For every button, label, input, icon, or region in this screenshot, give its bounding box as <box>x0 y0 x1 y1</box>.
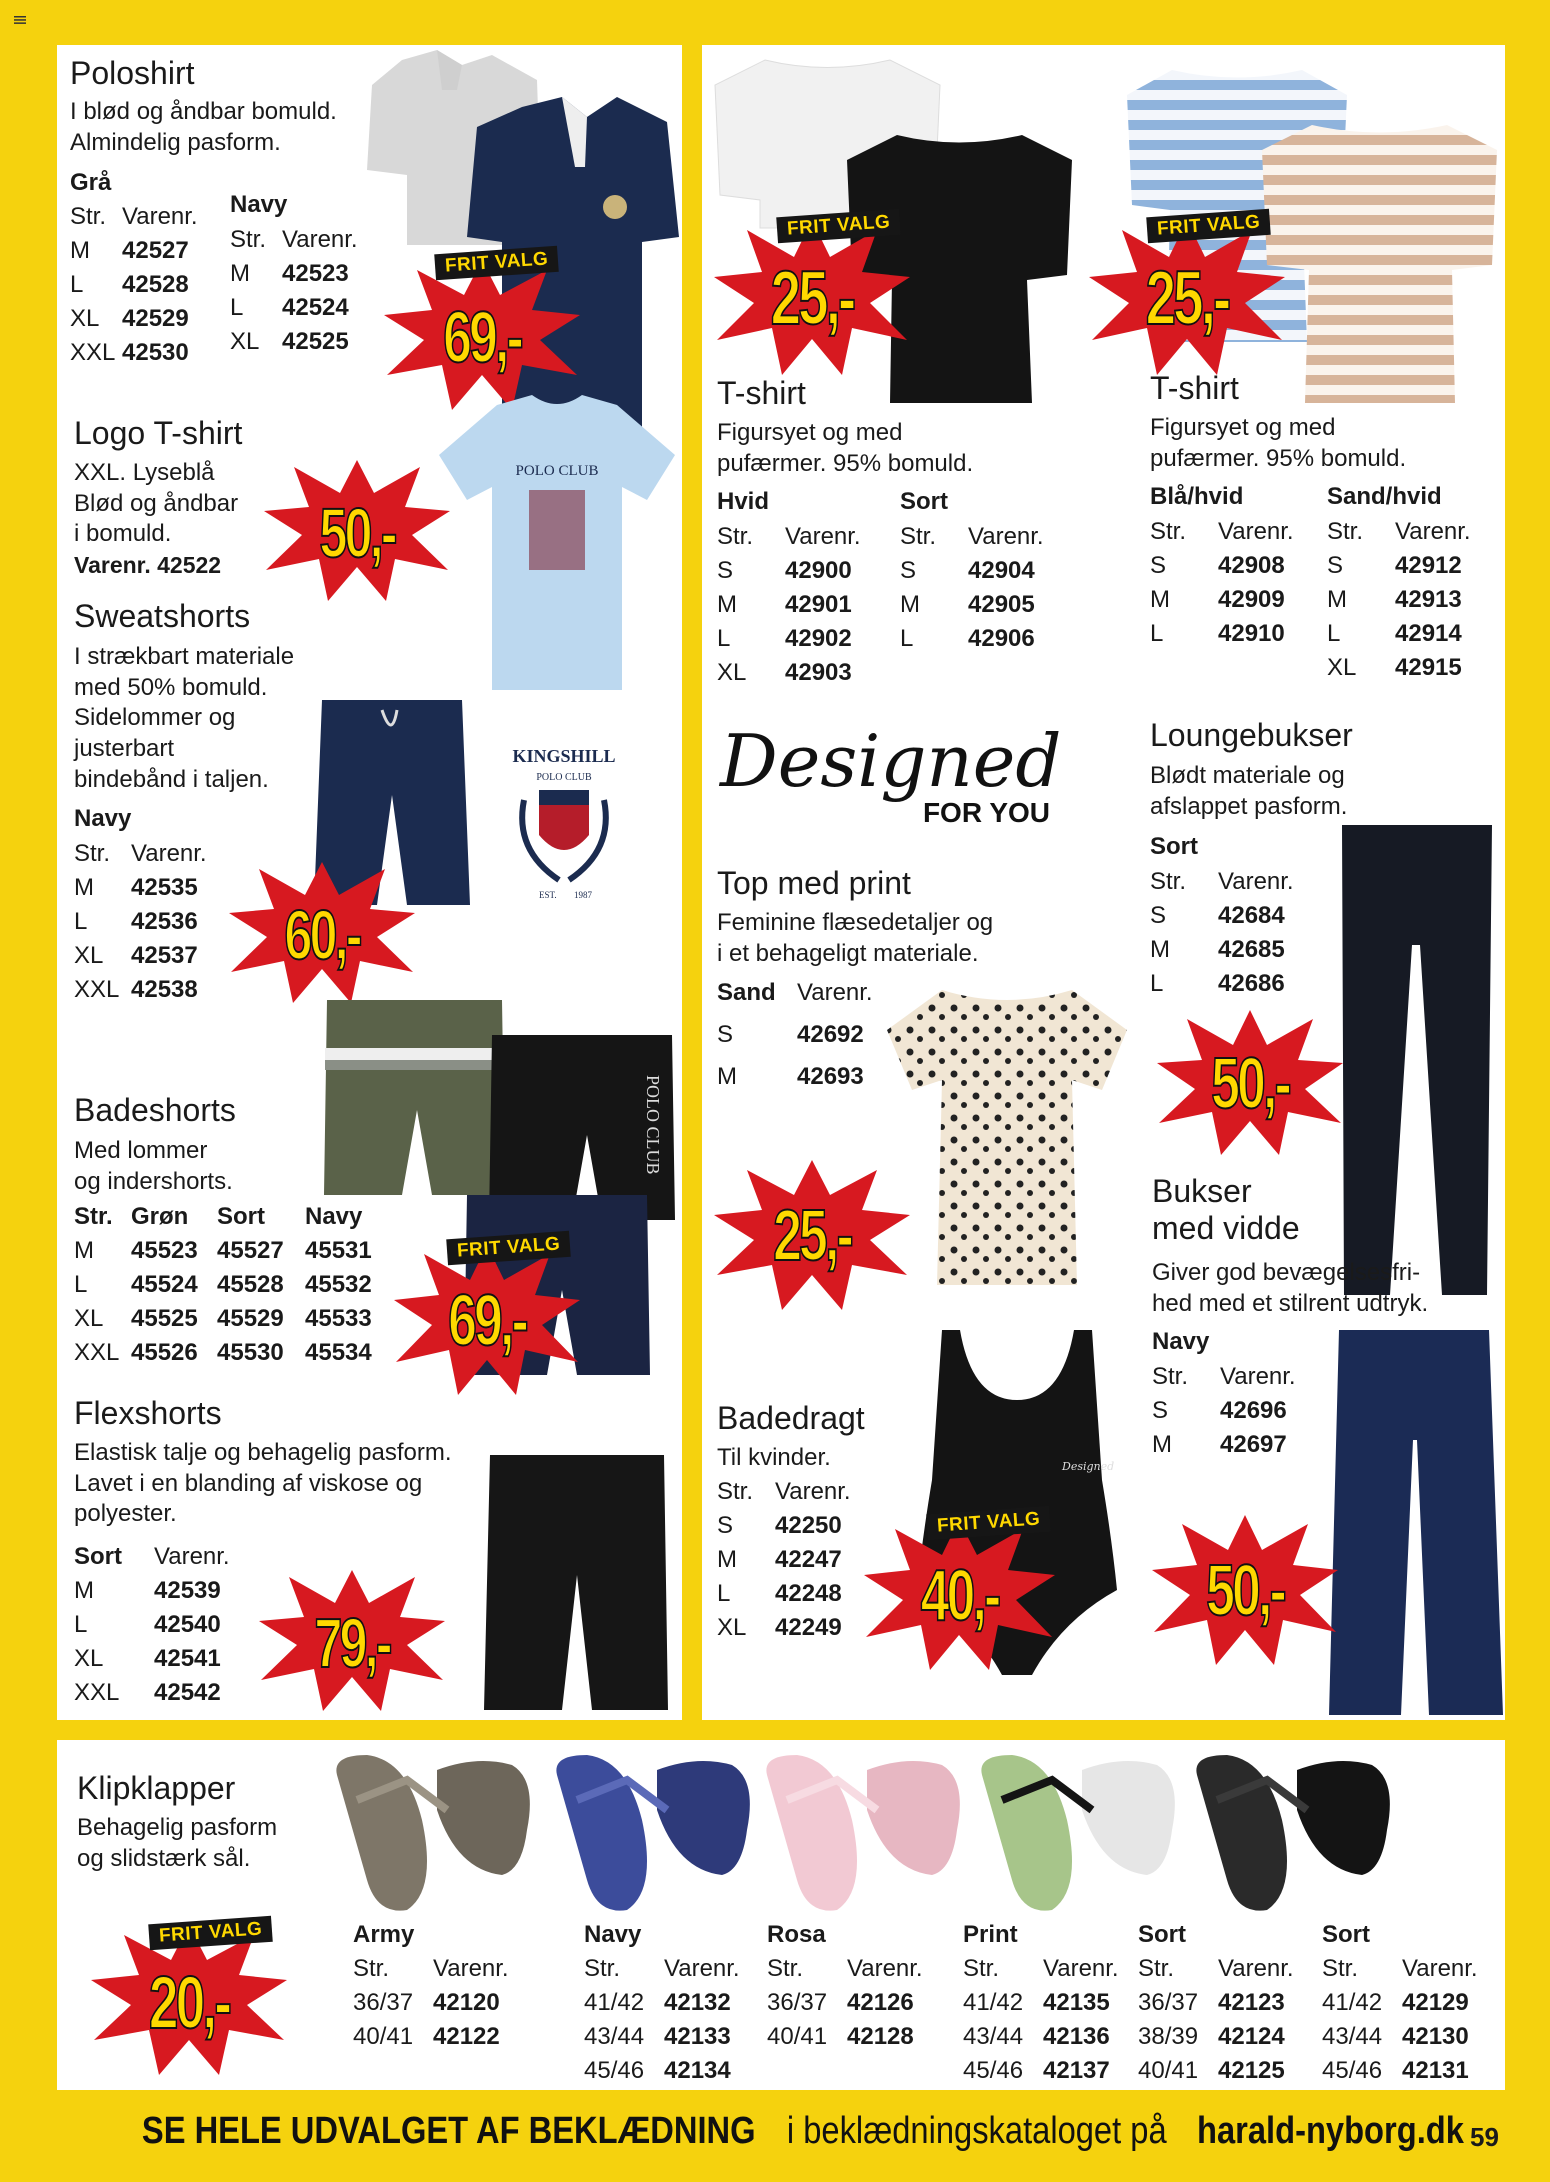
left-panel <box>57 45 682 1720</box>
polo-navy-label: Navy <box>230 191 288 218</box>
polo-frit-valg-badge: FRIT VALG <box>434 246 559 281</box>
tshirt2-color-a: Blå/hvid <box>1150 483 1244 510</box>
page-number: 59 <box>1470 2122 1499 2152</box>
designed-logo <box>720 719 1062 829</box>
flipflop-sort1-table: Sort Str. Varenr. 36/37 42123 38/39 42124 40/41 42125 <box>1138 1921 1294 2084</box>
tshirt2-desc: Figursyet og med pufærmer. 95% bomuld. <box>1150 414 1407 472</box>
loungebukser-image <box>1332 825 1502 1300</box>
klipklapper-desc: Behagelig pasform og slidstærk sål. <box>77 1814 278 1872</box>
badedragt-desc: Til kvinder. <box>717 1444 831 1471</box>
tshirt1-table-a: Str. Varenr. S 42900 M 42901 L 42902 XL 42903 <box>717 523 861 686</box>
kingshill-logo <box>504 740 624 905</box>
footer-normal-text: i beklædningskataloget på <box>786 2110 1167 2152</box>
sweatshorts-desc: I strækbart materiale med 50% bomuld. Sidelommer og justerbart bindebånd i taljen. <box>74 643 295 793</box>
bukser-price: 50,- <box>1206 1551 1284 1631</box>
polo-desc: I blød og åndbar bomuld. Almindelig pasform. <box>70 98 337 156</box>
designed-logo-sub: FOR YOU <box>922 797 1050 828</box>
bukser-price-burst <box>1150 1510 1340 1670</box>
footer-bold-text: SE HELE UDVALGET AF BEKLÆDNING <box>142 2110 756 2152</box>
flipflop-army-image <box>327 1750 547 1915</box>
flexshorts-price: 79,- <box>314 1604 390 1682</box>
sweatshorts-color: Navy <box>74 805 132 832</box>
flipflop-print-image <box>972 1750 1187 1915</box>
badedragt-price: 40,- <box>920 1556 999 1636</box>
tshirt1-table-b: Str. Varenr. S 42904 M 42905 L 42906 <box>900 523 1044 652</box>
tshirt2-color-b: Sand/hvid <box>1327 483 1442 510</box>
kingshill-logo-year: 1987 <box>574 890 592 900</box>
tshirt1-frit-valg-badge: FRIT VALG <box>776 209 901 244</box>
top-print-price: 25,- <box>773 1196 851 1276</box>
tshirt2-table-a: Str. Varenr. S 42908 M 42909 L 42910 <box>1150 518 1294 647</box>
badeshorts-green-image <box>322 1000 507 1200</box>
polo-grey-label: Grå <box>70 169 112 196</box>
kingshill-logo-est: EST. <box>539 890 557 900</box>
badeshorts-title: Badeshorts <box>74 1092 236 1128</box>
badedragt-brand-print: Designed <box>1062 1460 1115 1473</box>
logo-tshirt-item: Varenr. 42522 <box>74 552 222 578</box>
tshirt1-title: T-shirt <box>717 375 806 411</box>
logo-tshirt-image <box>437 395 677 695</box>
badeshorts-print: POLO CLUB <box>643 1075 663 1175</box>
flipflop-rosa-image <box>757 1750 972 1915</box>
flipflop-navy-image <box>547 1750 757 1915</box>
kingshill-logo-sub: POLO CLUB <box>536 772 592 783</box>
top-print-price-burst <box>712 1155 912 1315</box>
badeshorts-frit-valg-badge: FRIT VALG <box>446 1231 571 1266</box>
flexshorts-desc: Elastisk talje og behagelig pasform. Lavet i en blanding af viskose og polyester. <box>74 1439 452 1528</box>
flexshorts-image <box>482 1455 672 1715</box>
footer-link[interactable]: harald-nyborg.dk <box>1197 2110 1465 2152</box>
bottom-panel <box>57 1740 1505 2090</box>
tshirt2-price: 25,- <box>1145 256 1229 341</box>
logo-tshirt-print: POLO CLUB <box>515 463 599 479</box>
flipflop-navy-table: Navy Str. Varenr. 41/42 42132 43/44 42133 45/46 42134 <box>584 1921 740 2084</box>
tshirt1-price: 25,- <box>770 256 854 341</box>
sweatshorts-price-burst <box>227 857 417 1007</box>
badeshorts-table: Str. Grøn Sort Navy M 45523 45527 45531 L 45524 45528 45532 XL 45525 45529 45533 XXL 45526 45530 45534 <box>74 1203 372 1366</box>
badeshorts-price: 69,- <box>448 1281 526 1361</box>
klipklapper-title: Klipklapper <box>77 1770 236 1806</box>
polo-grey-table: Str. Varenr. M 42527 L 42528 XL 42529 XXL 42530 <box>70 203 198 366</box>
top-print-image <box>882 980 1132 1290</box>
sweatshorts-table: Str. Varenr. M 42535 L 42536 XL 42537 XXL 42538 <box>74 840 207 1003</box>
klipklapper-price: 20,- <box>148 1961 230 2044</box>
kingshill-logo-text: KINGSHILL <box>512 746 616 766</box>
tshirt2-table-b: Str. Varenr. S 42912 M 42913 L 42914 XL 42915 <box>1327 518 1471 681</box>
logo-tshirt-price: 50,- <box>319 494 395 572</box>
loungebukser-table: Str. Varenr. S 42684 M 42685 L 42686 <box>1150 868 1294 997</box>
tshirt1-color-a: Hvid <box>717 488 770 515</box>
polo-navy-table: Str. Varenr. M 42523 L 42524 XL 42525 <box>230 226 358 355</box>
badedragt-title: Badedragt <box>717 1400 865 1436</box>
polo-price-burst <box>382 255 582 415</box>
tshirt1-desc: Figursyet og med pufærmer. 95% bomuld. <box>717 419 974 477</box>
designed-logo-script: Designed <box>720 719 1062 803</box>
loungebukser-color: Sort <box>1150 833 1198 860</box>
badeshorts-desc: Med lommer og indershorts. <box>74 1137 233 1195</box>
klipklapper-frit-valg-badge: FRIT VALG <box>148 1916 273 1951</box>
bukser-desc: Giver god bevægelsesfri- hed med et stilrent udtryk. <box>1152 1259 1429 1317</box>
flipflop-rosa-table: Rosa Str. Varenr. 36/37 42126 40/41 42128 <box>767 1921 923 2050</box>
right-panel <box>702 45 1505 1720</box>
sweatshorts-price: 60,- <box>284 896 360 974</box>
top-print-desc: Feminine flæsedetaljer og i et behageligt materiale. <box>717 909 994 967</box>
bukser-color: Navy <box>1152 1328 1210 1355</box>
flexshorts-title: Flexshorts <box>74 1395 222 1431</box>
badedragt-frit-valg-badge: FRIT VALG <box>926 1506 1051 1541</box>
badedragt-table: Str. Varenr. S 42250 M 42247 L 42248 XL 42249 <box>717 1478 851 1641</box>
tshirt2-frit-valg-badge: FRIT VALG <box>1146 209 1271 244</box>
top-print-table: Sand Varenr. S 42692 M 42693 <box>717 979 873 1090</box>
polo-price: 69,- <box>443 298 521 378</box>
menu-icon[interactable] <box>14 16 26 24</box>
badedragt-price-burst <box>862 1515 1057 1675</box>
tshirt2-title: T-shirt <box>1150 370 1239 406</box>
top-print-title: Top med print <box>717 865 911 901</box>
loungebukser-title: Loungebukser <box>1150 717 1353 753</box>
sweatshorts-title: Sweatshorts <box>74 598 251 634</box>
tshirt-sand-stripe-image <box>1257 115 1502 405</box>
loungebukser-price-burst <box>1155 1005 1345 1160</box>
flexshorts-price-burst <box>257 1565 447 1715</box>
loungebukser-price: 50,- <box>1211 1044 1289 1124</box>
bukser-table: Str. Varenr. S 42696 M 42697 <box>1152 1363 1296 1458</box>
logo-tshirt-desc: XXL. Lyseblå Blød og åndbar i bomuld. <box>74 459 239 548</box>
bukser-title: Bukser med vidde <box>1152 1173 1300 1246</box>
loungebukser-desc: Blødt materiale og afslappet pasform. <box>1150 762 1348 820</box>
badeshorts-price-burst <box>392 1240 582 1400</box>
footer-banner <box>0 2110 1550 2170</box>
logo-tshirt-price-burst <box>262 455 452 605</box>
flipflop-army-table: Army Str. Varenr. 36/37 42120 40/41 42122 <box>353 1921 509 2050</box>
flipflop-black-image <box>1187 1750 1402 1915</box>
flexshorts-table: Sort Varenr. M 42539 L 42540 XL 42541 XXL 42542 <box>74 1543 230 1706</box>
flipflop-print-table: Print Str. Varenr. 41/42 42135 43/44 42136 45/46 42137 <box>963 1921 1119 2084</box>
bukser-image <box>1327 1330 1505 1720</box>
flipflop-sort2-table: Sort Str. Varenr. 41/42 42129 43/44 42130 45/46 42131 <box>1322 1921 1478 2084</box>
logo-tshirt-title: Logo T-shirt <box>74 415 243 451</box>
tshirt1-color-b: Sort <box>900 488 948 515</box>
polo-title: Poloshirt <box>70 55 195 91</box>
